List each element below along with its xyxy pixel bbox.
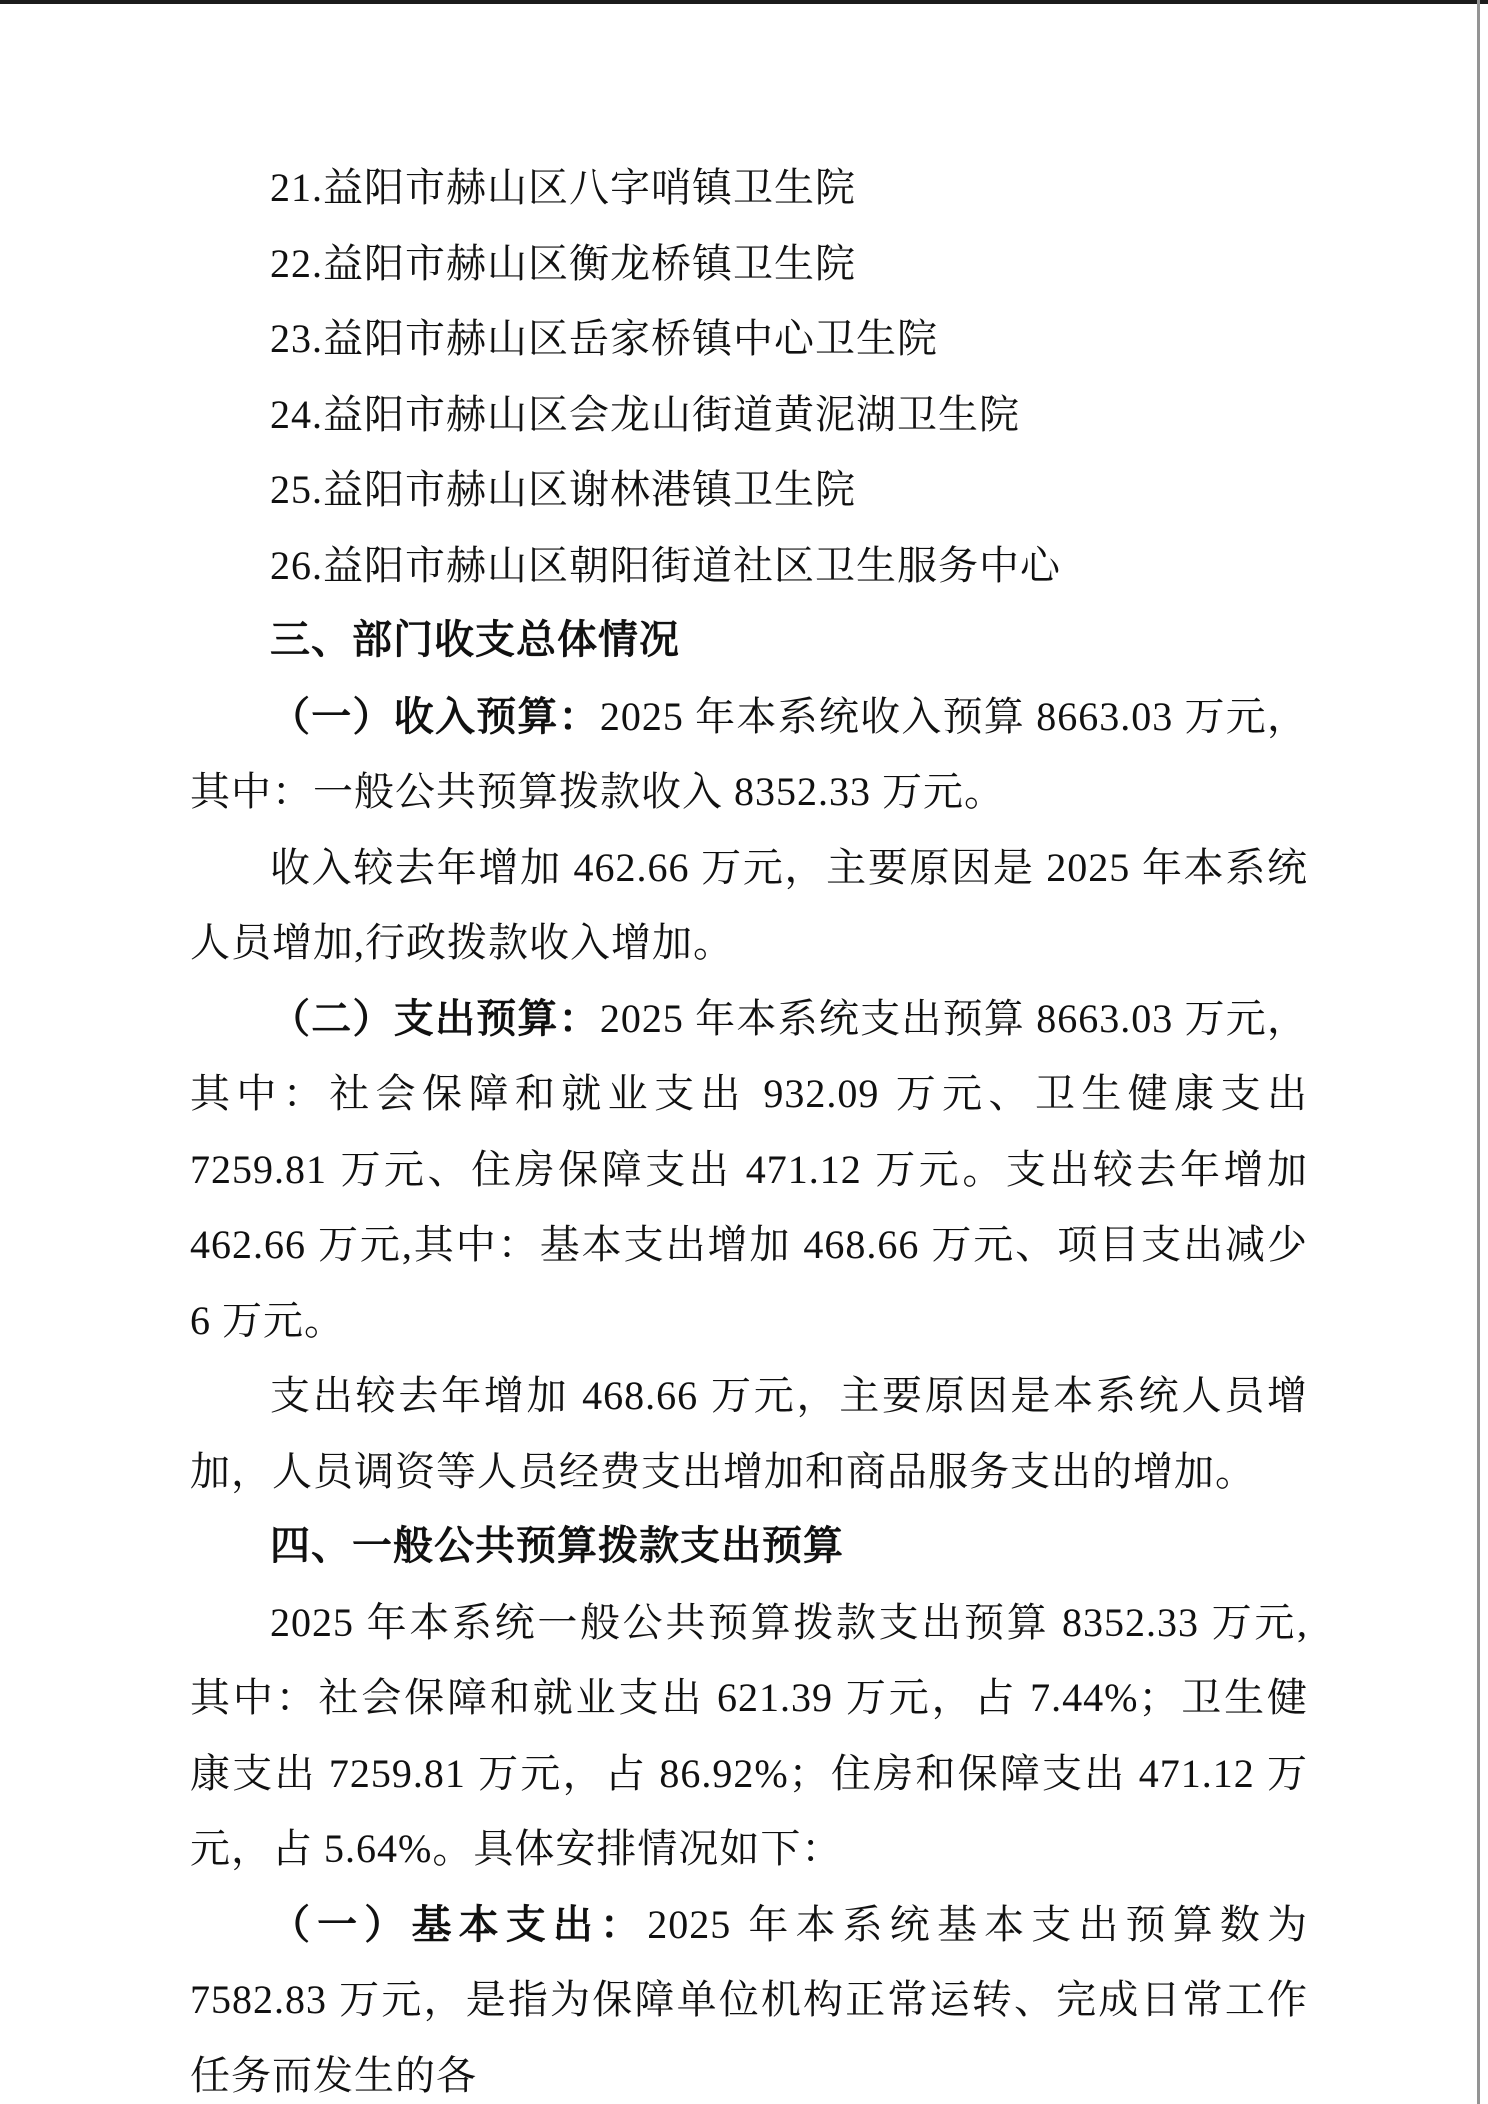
list-item-24: 24.益阳市赫山区会龙山街道黄泥湖卫生院 bbox=[270, 391, 1020, 437]
list-item-26: 26.益阳市赫山区朝阳街道社区卫生服务中心 bbox=[270, 542, 1061, 588]
expense-budget-lead: （二）支出预算： bbox=[270, 995, 600, 1041]
basic-expense-lead: （一）基本支出： bbox=[270, 1901, 648, 1947]
page-top-scan-edge bbox=[0, 0, 1488, 4]
income-budget-lead: （一）收入预算： bbox=[270, 693, 600, 739]
section4-heading: 四、一般公共预算拨款支出预算 bbox=[270, 1524, 844, 1568]
income-budget-paragraph bbox=[190, 679, 1308, 830]
list-item-25: 25.益阳市赫山区谢林港镇卫生院 bbox=[270, 467, 856, 512]
income-change-paragraph bbox=[190, 830, 1308, 981]
section3-heading: 三、部门收支总体情况 bbox=[270, 618, 680, 662]
general-budget-overview-paragraph bbox=[190, 1585, 1308, 1887]
income-budget-text: 2025 年本系统收入预算 8663.03 万元，其中：一般公共预算拨款收入 8352.33 万元。 bbox=[190, 693, 1309, 814]
list-item-21: 21.益阳市赫山区八字哨镇卫生院 bbox=[270, 165, 856, 210]
expense-budget-paragraph bbox=[190, 981, 1308, 1359]
general-budget-overview-text: 2025 年本系统一般公共预算拨款支出预算 8352.33 万元,其中：社会保障和就业支出 621.39 万元，占 7.44%；卫生健康支出 7259.81 万元，占 86.92%；住房和保障支出 471.12 万元，占 5.64%。具体安排情况如下： bbox=[190, 1599, 1308, 1871]
list-item-23: 23.益阳市赫山区岳家桥镇中心卫生院 bbox=[270, 316, 938, 361]
income-change-text: 收入较去年增加 462.66 万元，主要原因是 2025 年本系统人员增加,行政拨款收入增加。 bbox=[190, 844, 1308, 965]
expense-budget-text: 2025 年本系统支出预算 8663.03 万元，其中：社会保障和就业支出 932.09 万元、卫生健康支出 7259.81 万元、住房保障支出 471.12 万元。支出较去年增加 462.66 万元,其中：基本支出增加 468.66 万元、项目支出减少 6 万元。 bbox=[190, 995, 1309, 1343]
document-body bbox=[190, 150, 1308, 2104]
expense-change-paragraph bbox=[190, 1358, 1308, 1509]
page-right-scan-edge bbox=[1477, 0, 1480, 2104]
basic-expense-text: 2025 年本系统基本支出预算数为 7582.83 万元，是指为保障单位机构正常运转、完成日常工作任务而发生的各 bbox=[190, 1901, 1309, 2098]
list-item-22: 22.益阳市赫山区衡龙桥镇卫生院 bbox=[270, 240, 856, 286]
basic-expense-paragraph bbox=[190, 1887, 1308, 2104]
expense-change-text: 支出较去年增加 468.66 万元，主要原因是本系统人员增加，人员调资等人员经费支出增加和商品服务支出的增加。 bbox=[190, 1373, 1308, 1494]
